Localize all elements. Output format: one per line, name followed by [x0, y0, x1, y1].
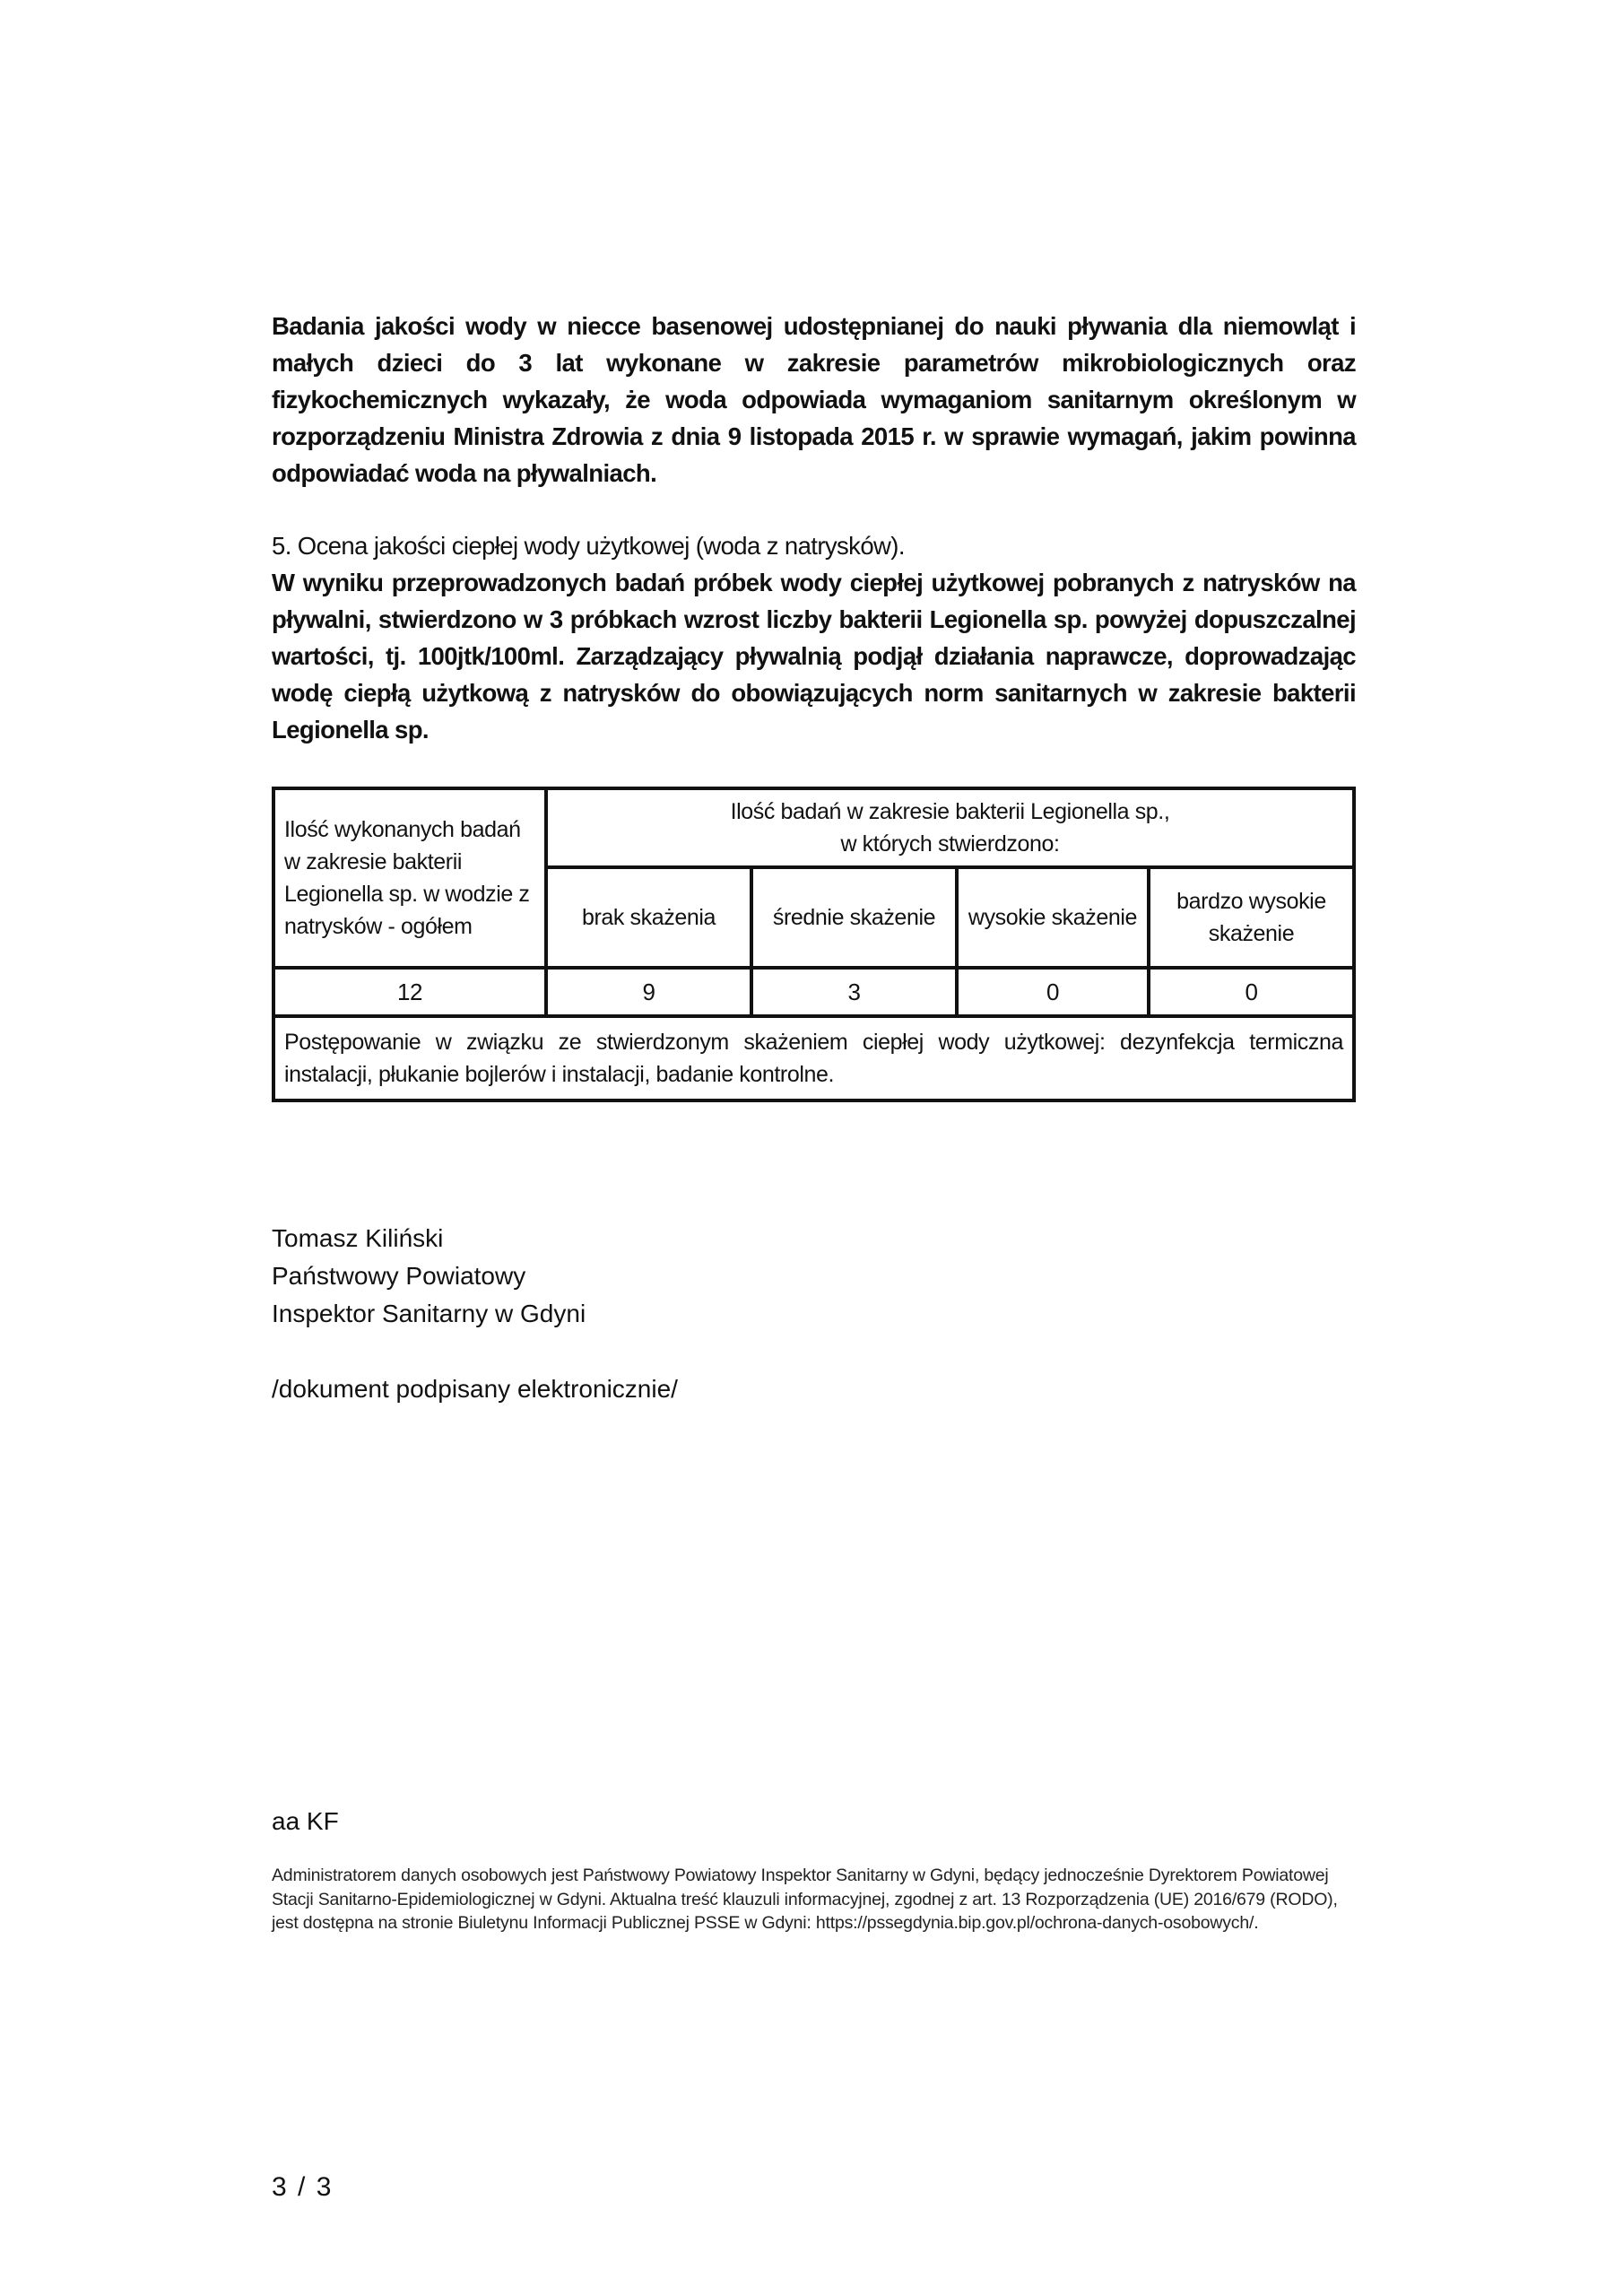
col-header-medium-contamination: średnie skażenie: [751, 867, 957, 968]
value-medium-contamination: 3: [751, 968, 957, 1016]
col-header-no-contamination: brak skażenia: [546, 867, 751, 968]
group-header-line2: w których stwierdzono:: [840, 831, 1060, 857]
col-header-high-contamination: wysokie skażenie: [957, 867, 1149, 968]
value-high-contamination: 0: [957, 968, 1149, 1016]
signatory-title-line1: Państwowy Powiatowy: [272, 1262, 526, 1290]
gdpr-footer-note: Administratorem danych osobowych jest Państwowy Powiatowy Inspektor Sanitarny w Gdyni, będący jednocześnie Dyrektorem Powiatowej Stacji Sanitarno-Epidemiologicznej w Gdyni. Aktualna treść klauzuli informacyjnej, zgodnej z art. 13 Rozporządzenia (UE) 2016/679 (RODO), jest dostępna na stronie Biuletynu Informacji Publicznej PSSE w Gdyni: https://pssegdynia.bip.gov.pl/ochrona-danych-osobowych/.: [272, 1866, 1338, 1933]
pool-water-quality-paragraph: Badania jakości wody w niecce basenowej udostępnianej do nauki pływania dla niemowląt i małych dzieci do 3 lat wykonane w zakresie parametrów mikrobiologicznych oraz fizykochemicznych wykazały, że woda odpowiada wymaganiom sanitarnym określonym w rozporządzeniu Ministra Zdrowia z dnia 9 listopada 2015 r. w sprawie wymagań, jakim powinna odpowiadać woda na pływalniach.: [272, 312, 1356, 487]
value-no-contamination: 9: [546, 968, 751, 1016]
remedial-actions-note: Postępowanie w związku ze stwierdzonym skażeniem ciepłej wody użytkowej: dezynfekcja termiczna instalacji, płukanie bojlerów i instalacji, badanie kontrolne.: [273, 1016, 1354, 1100]
signatory-title-line2: Inspektor Sanitarny w Gdyni: [272, 1300, 586, 1327]
col-header-very-high-contamination: bardzo wysokie skażenie: [1149, 867, 1354, 968]
page-number: 3 / 3: [272, 2172, 334, 2202]
section-5-heading: 5. Ocena jakości ciepłej wody użytkowej (woda z natrysków).: [272, 532, 905, 560]
table-row: [273, 968, 1354, 1016]
value-total: 12: [273, 968, 546, 1016]
total-tests-header: Ilość wykonanych badań w zakresie bakterii Legionella sp. w wodzie z natrysków - ogółem: [273, 788, 546, 968]
hot-water-findings-paragraph: W wyniku przeprowadzonych badań próbek wody ciepłej użytkowej pobranych z natrysków na pływalni, stwierdzono w 3 próbkach wzrost liczby bakterii Legionella sp. powyżej dopuszczalnej wartości, tj. 100jtk/100ml. Zarządzający pływalnią podjął działania naprawcze, doprowadzając wodę ciepłą użytkową z natrysków do obowiązujących norm sanitarnych w zakresie bakterii Legionella sp.: [272, 569, 1356, 744]
signature-block: [272, 1220, 678, 1408]
legionella-results-table: [272, 787, 1356, 1102]
group-header-line1: Ilość badań w zakresie bakterii Legionella sp.,: [730, 799, 1170, 824]
value-very-high-contamination: 0: [1149, 968, 1354, 1016]
electronic-signature-note: /dokument podpisany elektronicznie/: [272, 1375, 678, 1403]
group-header: [546, 788, 1354, 867]
author-initials: aa KF: [272, 1807, 339, 1835]
signatory-name: Tomasz Kiliński: [272, 1224, 444, 1252]
